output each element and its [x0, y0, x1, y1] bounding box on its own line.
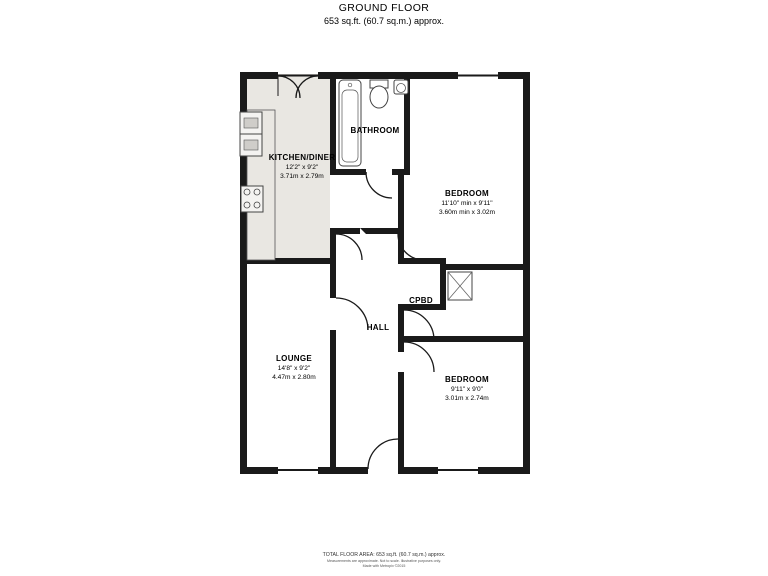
- room-name: LOUNGE: [275, 354, 313, 363]
- room-dimensions-ft: 12'2" x 9'2": [285, 164, 319, 171]
- room-name: BEDROOM: [445, 375, 489, 384]
- disclaimer-line-1: Measurements are approximate. Not to scale. Illustrative purposes only.: [327, 559, 441, 563]
- plan-title: GROUND FLOOR: [338, 2, 430, 14]
- room-dimensions-ft: 9'11" x 9'0": [450, 386, 484, 393]
- plan-header: [0, 2, 768, 27]
- room-dimensions-m: 4.47m x 2.80m: [272, 374, 316, 381]
- disclaimer-line-2: Made with Metropix ©2015: [362, 564, 406, 568]
- room-name: CPBD: [409, 296, 433, 305]
- plan-footer: [0, 552, 768, 569]
- room-dimensions-ft: 14'8" x 9'2": [277, 365, 311, 372]
- plan-area: 653 sq.ft. (60.7 sq.m.) approx.: [323, 16, 445, 26]
- floor-areas: [240, 72, 530, 474]
- room-name: BEDROOM: [445, 189, 489, 198]
- room-name: HALL: [366, 323, 390, 332]
- room-name: BATHROOM: [350, 126, 400, 135]
- cupboard-fixture: [448, 272, 472, 300]
- room-name: KITCHEN/DINER: [268, 153, 336, 162]
- room-dimensions-m: 3.60m min x 3.02m: [438, 209, 496, 216]
- room-dimensions-m: 3.01m x 2.74m: [445, 395, 489, 402]
- total-floor-area: TOTAL FLOOR AREA: 653 sq.ft. (60.7 sq.m.) approx.: [322, 552, 446, 558]
- room-dimensions-ft: 11'10" min x 9'11": [441, 200, 493, 207]
- room-dimensions-m: 3.71m x 2.79m: [280, 173, 324, 180]
